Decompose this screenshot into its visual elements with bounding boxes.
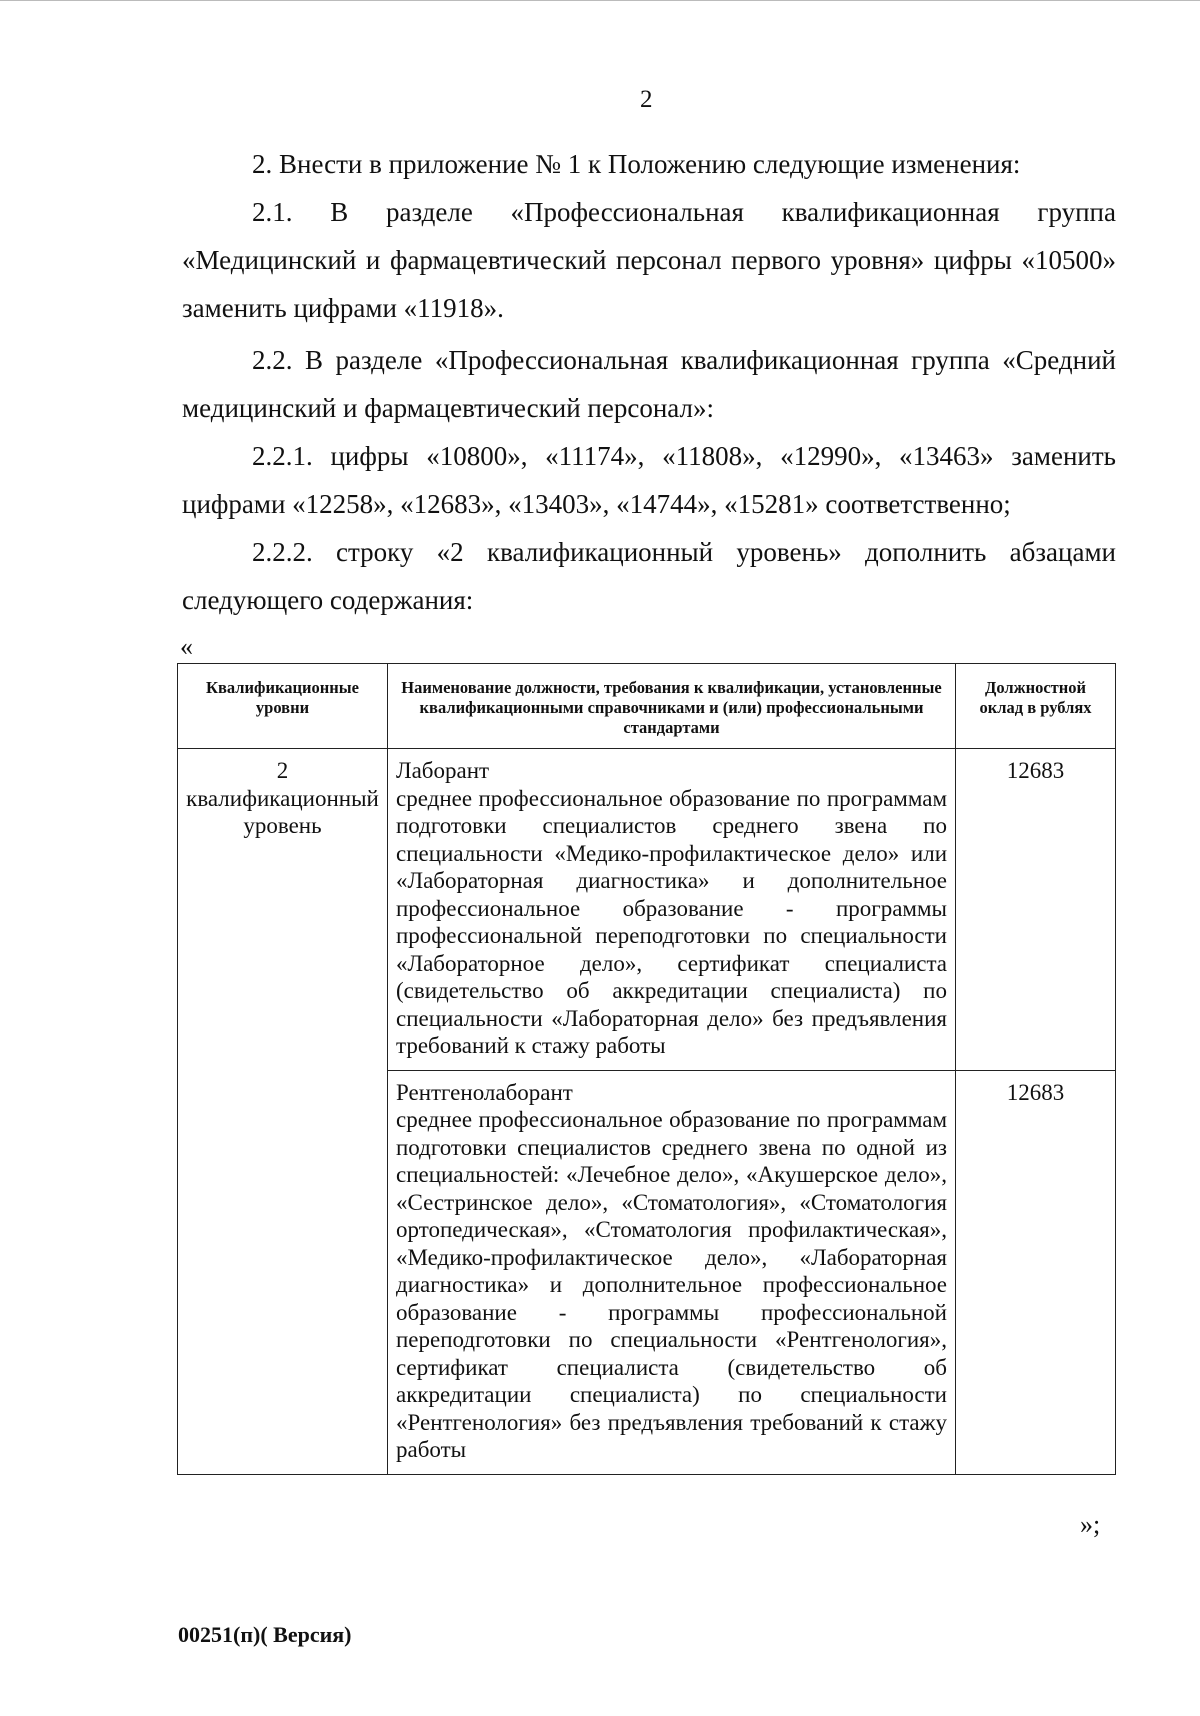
position-requirements: среднее профессиональное образование по программам подготовки специалистов среднего звена по специальности «Медико-профилактическое дело» или «Лабораторная диагностика» и дополнительное профессиональное образование - программы профессиональной переподготовки по специальности «Лабораторное дело», сертификат специалиста (свидетельство об аккредитации специалиста) по специальности «Лабораторная дело» без предъявления требований к стажу работы (396, 785, 947, 1058)
paragraph-2-2-1: 2.2.1. цифры «10800», «11174», «11808», «12990», «13463» заменить цифрами «12258», «12683», «13403», «14744», «15281» соответственно; (182, 441, 1116, 519)
paragraph-2-2: 2.2. В разделе «Профессиональная квалификационная группа «Средний медицинский и фармацевтический персонал»: (182, 345, 1116, 423)
header-salary: Должностной оклад в рублях (956, 664, 1116, 749)
header-qualification-levels: Квалификационные уровни (178, 664, 388, 749)
top-edge-rule (0, 0, 1200, 1)
opening-quote-mark: « (180, 632, 193, 661)
salary-cell: 12683 (956, 1070, 1116, 1474)
document-code-footer: 00251(п)( Версия) (178, 1622, 352, 1647)
paragraph-2-2-2: 2.2.2. строку «2 квалификационный уровень» дополнить абзацами следующего содержания: (182, 537, 1116, 615)
paragraph-2-1: 2.1. В разделе «Профессиональная квалификационная группа «Медицинский и фармацевтический персонал первого уровня» цифры «10500» заменить цифрами «11918». (182, 197, 1116, 323)
paragraph-2: 2. Внести в приложение № 1 к Положению следующие изменения: (252, 149, 1021, 179)
position-cell (388, 1070, 956, 1474)
page-number: 2 (640, 86, 653, 113)
position-requirements: среднее профессиональное образование по программам подготовки специалистов среднего звена по одной из специальностей: «Лечебное дело», «Акушерское дело», «Сестринское дело», «Стоматология», «Стоматология ортопедическая», «Стоматология профилактическая», «Медико-профилактическое дело», «Лабораторная диагностика» и дополнительное профессиональное образование - программы профессиональной переподготовки по специальности «Рентгенология», сертификат специалиста (свидетельство об аккредитации специалиста) по специальности «Рентгенология» без предъявления требований к стажу работы (396, 1107, 947, 1462)
position-title: Лаборант (396, 758, 490, 783)
position-title: Рентгенолаборант (396, 1079, 573, 1105)
salary-cell: 12683 (956, 749, 1116, 1071)
position-cell (388, 749, 956, 1071)
qualification-level-cell: 2 квалификационный уровень (178, 749, 388, 1475)
closing-quote-mark: »; (1080, 1510, 1101, 1539)
table-row (178, 749, 1116, 1071)
header-position-requirements: Наименование должности, требования к квалификации, установленные квалификационными справочниками и (или) профессиональными стандартами (388, 664, 956, 749)
qualification-table (177, 663, 1116, 1475)
table-header-row (178, 664, 1116, 749)
